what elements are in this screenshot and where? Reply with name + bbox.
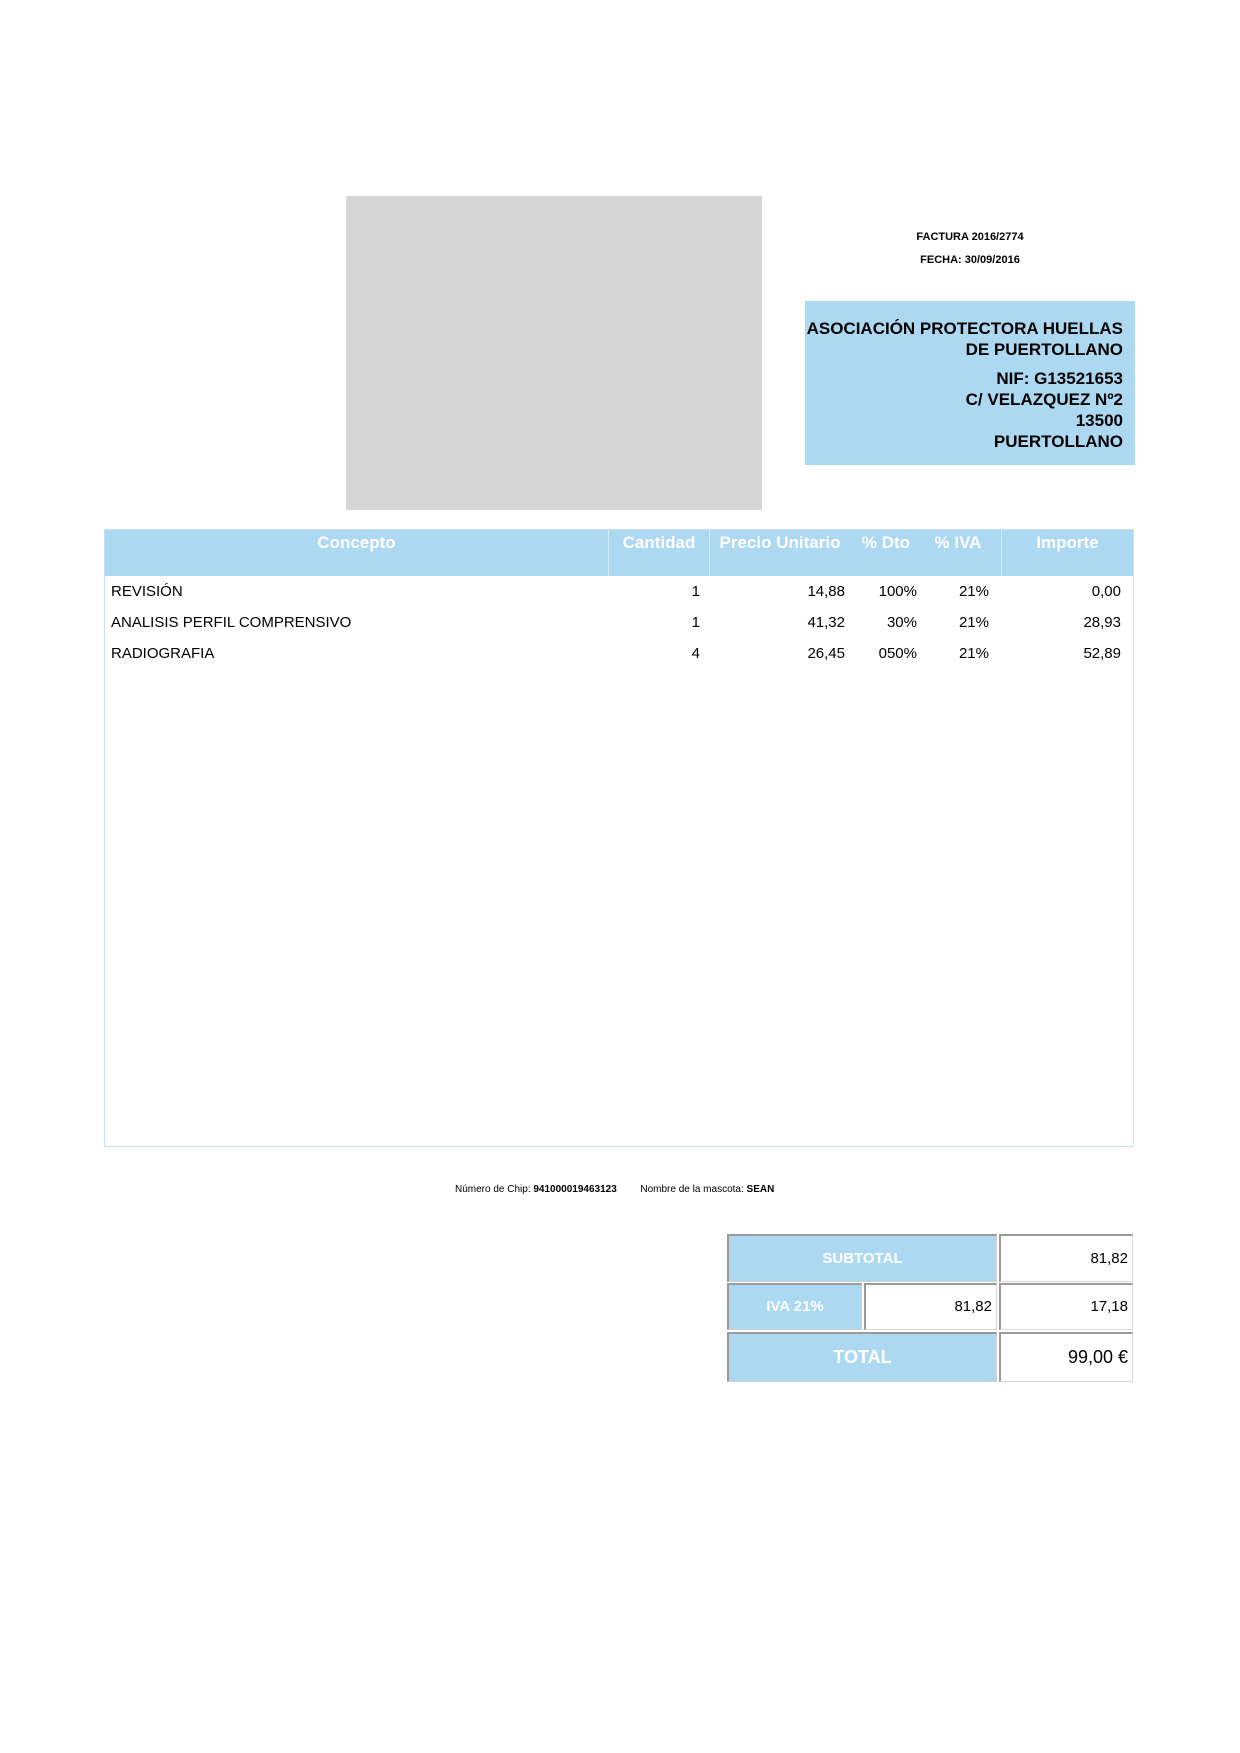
company-logo-placeholder: [346, 196, 762, 510]
table-row: [105, 638, 1133, 669]
cell-precio: 41,32: [807, 614, 845, 631]
cell-concepto: REVISIÓN: [111, 583, 183, 600]
client-postal-code: 13500: [1075, 411, 1123, 430]
cell-cantidad: 4: [691, 645, 700, 662]
invoice-meta: [820, 226, 1120, 272]
table-row: [105, 607, 1133, 638]
subtotal-label: SUBTOTAL: [727, 1234, 997, 1282]
pet-info: [455, 1183, 774, 1197]
cell-importe: 52,89: [1083, 645, 1121, 662]
client-name-line2: DE PUERTOLLANO: [965, 340, 1123, 359]
header-precio-unitario: Precio Unitario: [719, 533, 841, 552]
iva-base-value: 81,82: [864, 1283, 997, 1330]
client-city: PUERTOLLANO: [993, 432, 1123, 451]
iva-label: IVA 21%: [727, 1283, 862, 1330]
cell-iva: 21%: [958, 645, 989, 662]
header-importe: Importe: [1036, 533, 1099, 552]
total-label: TOTAL: [727, 1332, 997, 1382]
cell-cantidad: 1: [691, 583, 700, 600]
chip-value: 941000019463123: [533, 1184, 617, 1195]
cell-dto: 050%: [878, 645, 917, 662]
cell-concepto: RADIOGRAFIA: [111, 645, 215, 662]
cell-dto: 30%: [886, 614, 917, 631]
client-name-line1: ASOCIACIÓN PROTECTORA HUELLAS: [806, 319, 1123, 338]
cell-concepto: ANALISIS PERFIL COMPRENSIVO: [111, 614, 352, 631]
cell-importe: 28,93: [1083, 614, 1121, 631]
chip-label: Número de Chip:: [455, 1184, 531, 1195]
invoice-date: FECHA: 30/09/2016: [920, 254, 1020, 266]
cell-iva: 21%: [958, 614, 989, 631]
invoice-items-table: [104, 529, 1134, 1147]
header-concepto: Concepto: [317, 533, 396, 552]
header-cantidad: Cantidad: [622, 533, 696, 552]
total-value: 99,00 €: [999, 1332, 1133, 1382]
iva-amount-value: 17,18: [999, 1283, 1133, 1330]
pet-name-value: SEAN: [746, 1184, 775, 1195]
header-iva: % IVA: [934, 533, 982, 552]
client-address: C/ VELAZQUEZ Nº2: [965, 390, 1123, 409]
cell-dto: 100%: [878, 583, 917, 600]
cell-precio: 14,88: [807, 583, 845, 600]
client-nif: NIF: G13521653: [996, 369, 1123, 388]
table-row: [105, 576, 1133, 607]
cell-cantidad: 1: [691, 614, 700, 631]
cell-iva: 21%: [958, 583, 989, 600]
client-info-box: [805, 301, 1135, 465]
cell-precio: 26,45: [807, 645, 845, 662]
invoice-number: FACTURA 2016/2774: [916, 231, 1024, 243]
header-dto: % Dto: [861, 533, 911, 552]
pet-name-label: Nombre de la mascota:: [640, 1184, 744, 1195]
subtotal-value: 81,82: [999, 1234, 1133, 1282]
table-header: [105, 530, 1133, 576]
cell-importe: 0,00: [1091, 583, 1121, 600]
